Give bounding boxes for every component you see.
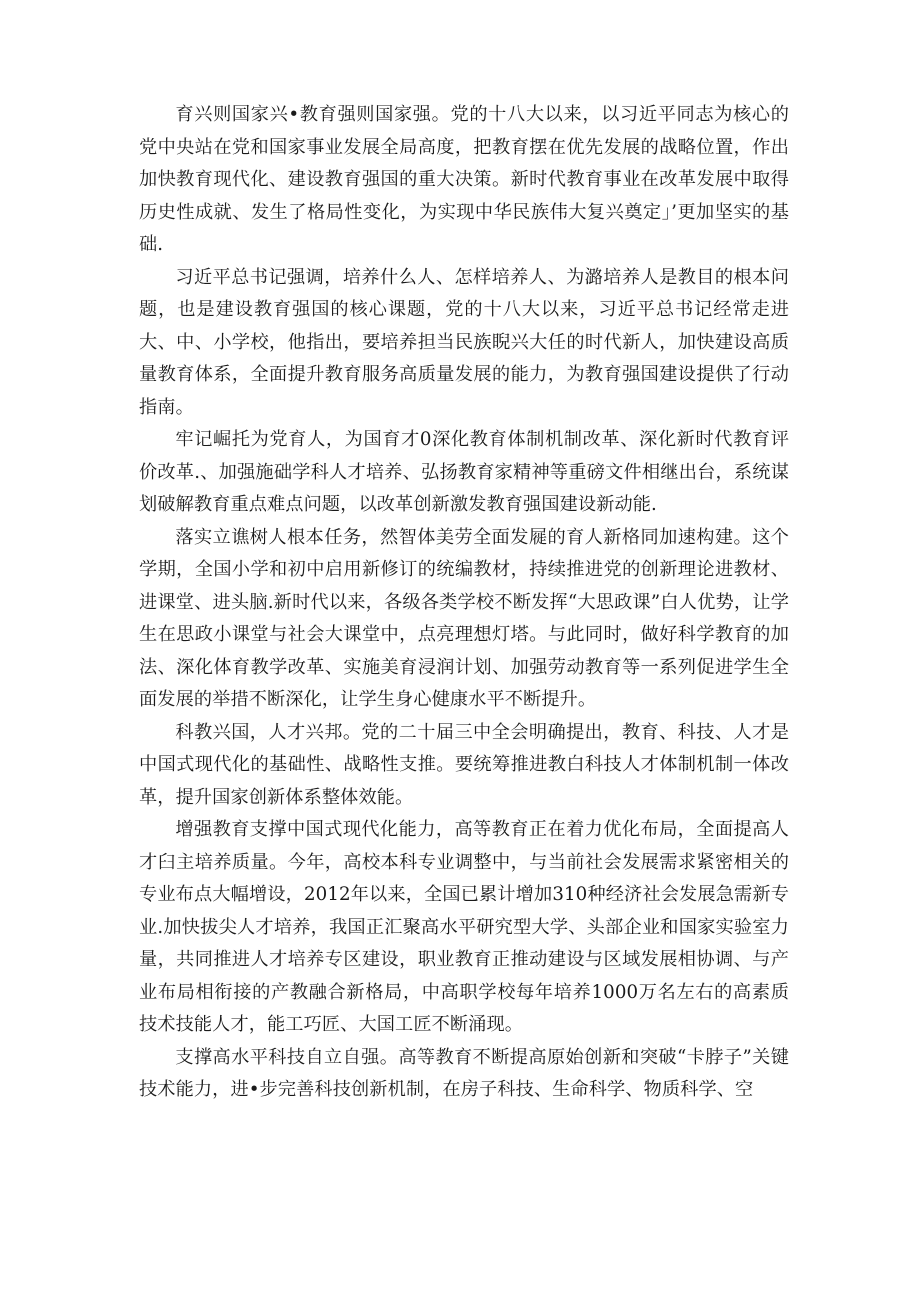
paragraph-4: 落实立谯树人根本任务，然智体美劳全面发屣的育人新格同加速构建。这个学期，全国小学和初中启用新修订的统编教材，持续推进党的创新理论进教材、进课堂、进头脑.新时代以来，各级各类学校不断发挥“大思政课”白人优势，让学生在思政小课堂与社会大课堂中，点亮理想灯塔。与此同时，做好科学教育的加法、深化体育教学改革、实施美育浸润计划、加强劳动教育等一系列促进学生全面发展的举措不断深化，让学生身心健康水平不断提升。 [139, 526, 789, 710]
document-body [139, 99, 789, 1107]
paragraph-6: 增强教育支撑中国式现代化能力，高等教育正在着力优化布局，全面提高人才臼主培养质量。今年，高校本科专业调整中，与当前社会发展需求紧密相关的专业布点大幅增设，2012年以来，全国已累计增加310种经济社会发展急需新专业.加快拔尖人才培养，我国正汇聚高水平研究型大学、头部企业和国家实验室力量，共同推进人才培养专区建设，职业教育正推动建设与区域发展相协调、与产业布局相衔接的产教融合新格局，中高职学校每年培养1000万名左右的高素质技术技能人才，能工巧匠、大国工匠不断涌现。 [139, 819, 789, 1035]
paragraph-1: 育兴则国家兴•教育强则国家强。党的十八大以来，以习近平同志为核心的党中央站在党和国家事业发展全局高度，把教育摆在优先发展的战略位置，作出加快教育现代化、建设教育强国的重大决策。新时代教育事业在改革发展中取得历史性成就、发生了格局性变化，为实现中华民族伟大复兴奠定」’更加坚实的基础. [139, 104, 789, 255]
paragraph-2: 习近平总书记强调，培养什么人、怎样培养人、为潞培养人是教目的根本问题，也是建设教育强国的核心课题，党的十八大以来，习近平总书记经常走进大、中、小学校，他指出，要培养担当民族睨兴大任的时代新人，加快建设高质量教育体系，全面提升教育服务高质量发展的能力，为教育强国建设提供了行动指南。 [139, 266, 789, 418]
paragraph-3: 牢记崛托为党育人，为国育才0深化教育体制机制改革、深化新时代教育评价改革.、加强施础学科人才培养、弘扬教育家精神等重磅文件相继出台，系统谋划破解教育重点难点问题，以改革创新激发教育强国建设新动能. [139, 429, 789, 515]
paragraph-7: 支撑高水平科技自立自强。高等教育不断提高原始创新和突破“卡脖子”关键技术能力，进•步完善科技创新机制，在房子科技、生命科学、物质科学、空 [139, 1046, 789, 1100]
paragraph-5: 科教兴国，人才兴邦。党的二十届三中全会明确提出，教育、科技、人才是中国式现代化的基础性、战略性支推。要统筹推进教白科技人才体制机制一体改革，提升国家创新体系整体效能。 [139, 721, 789, 808]
